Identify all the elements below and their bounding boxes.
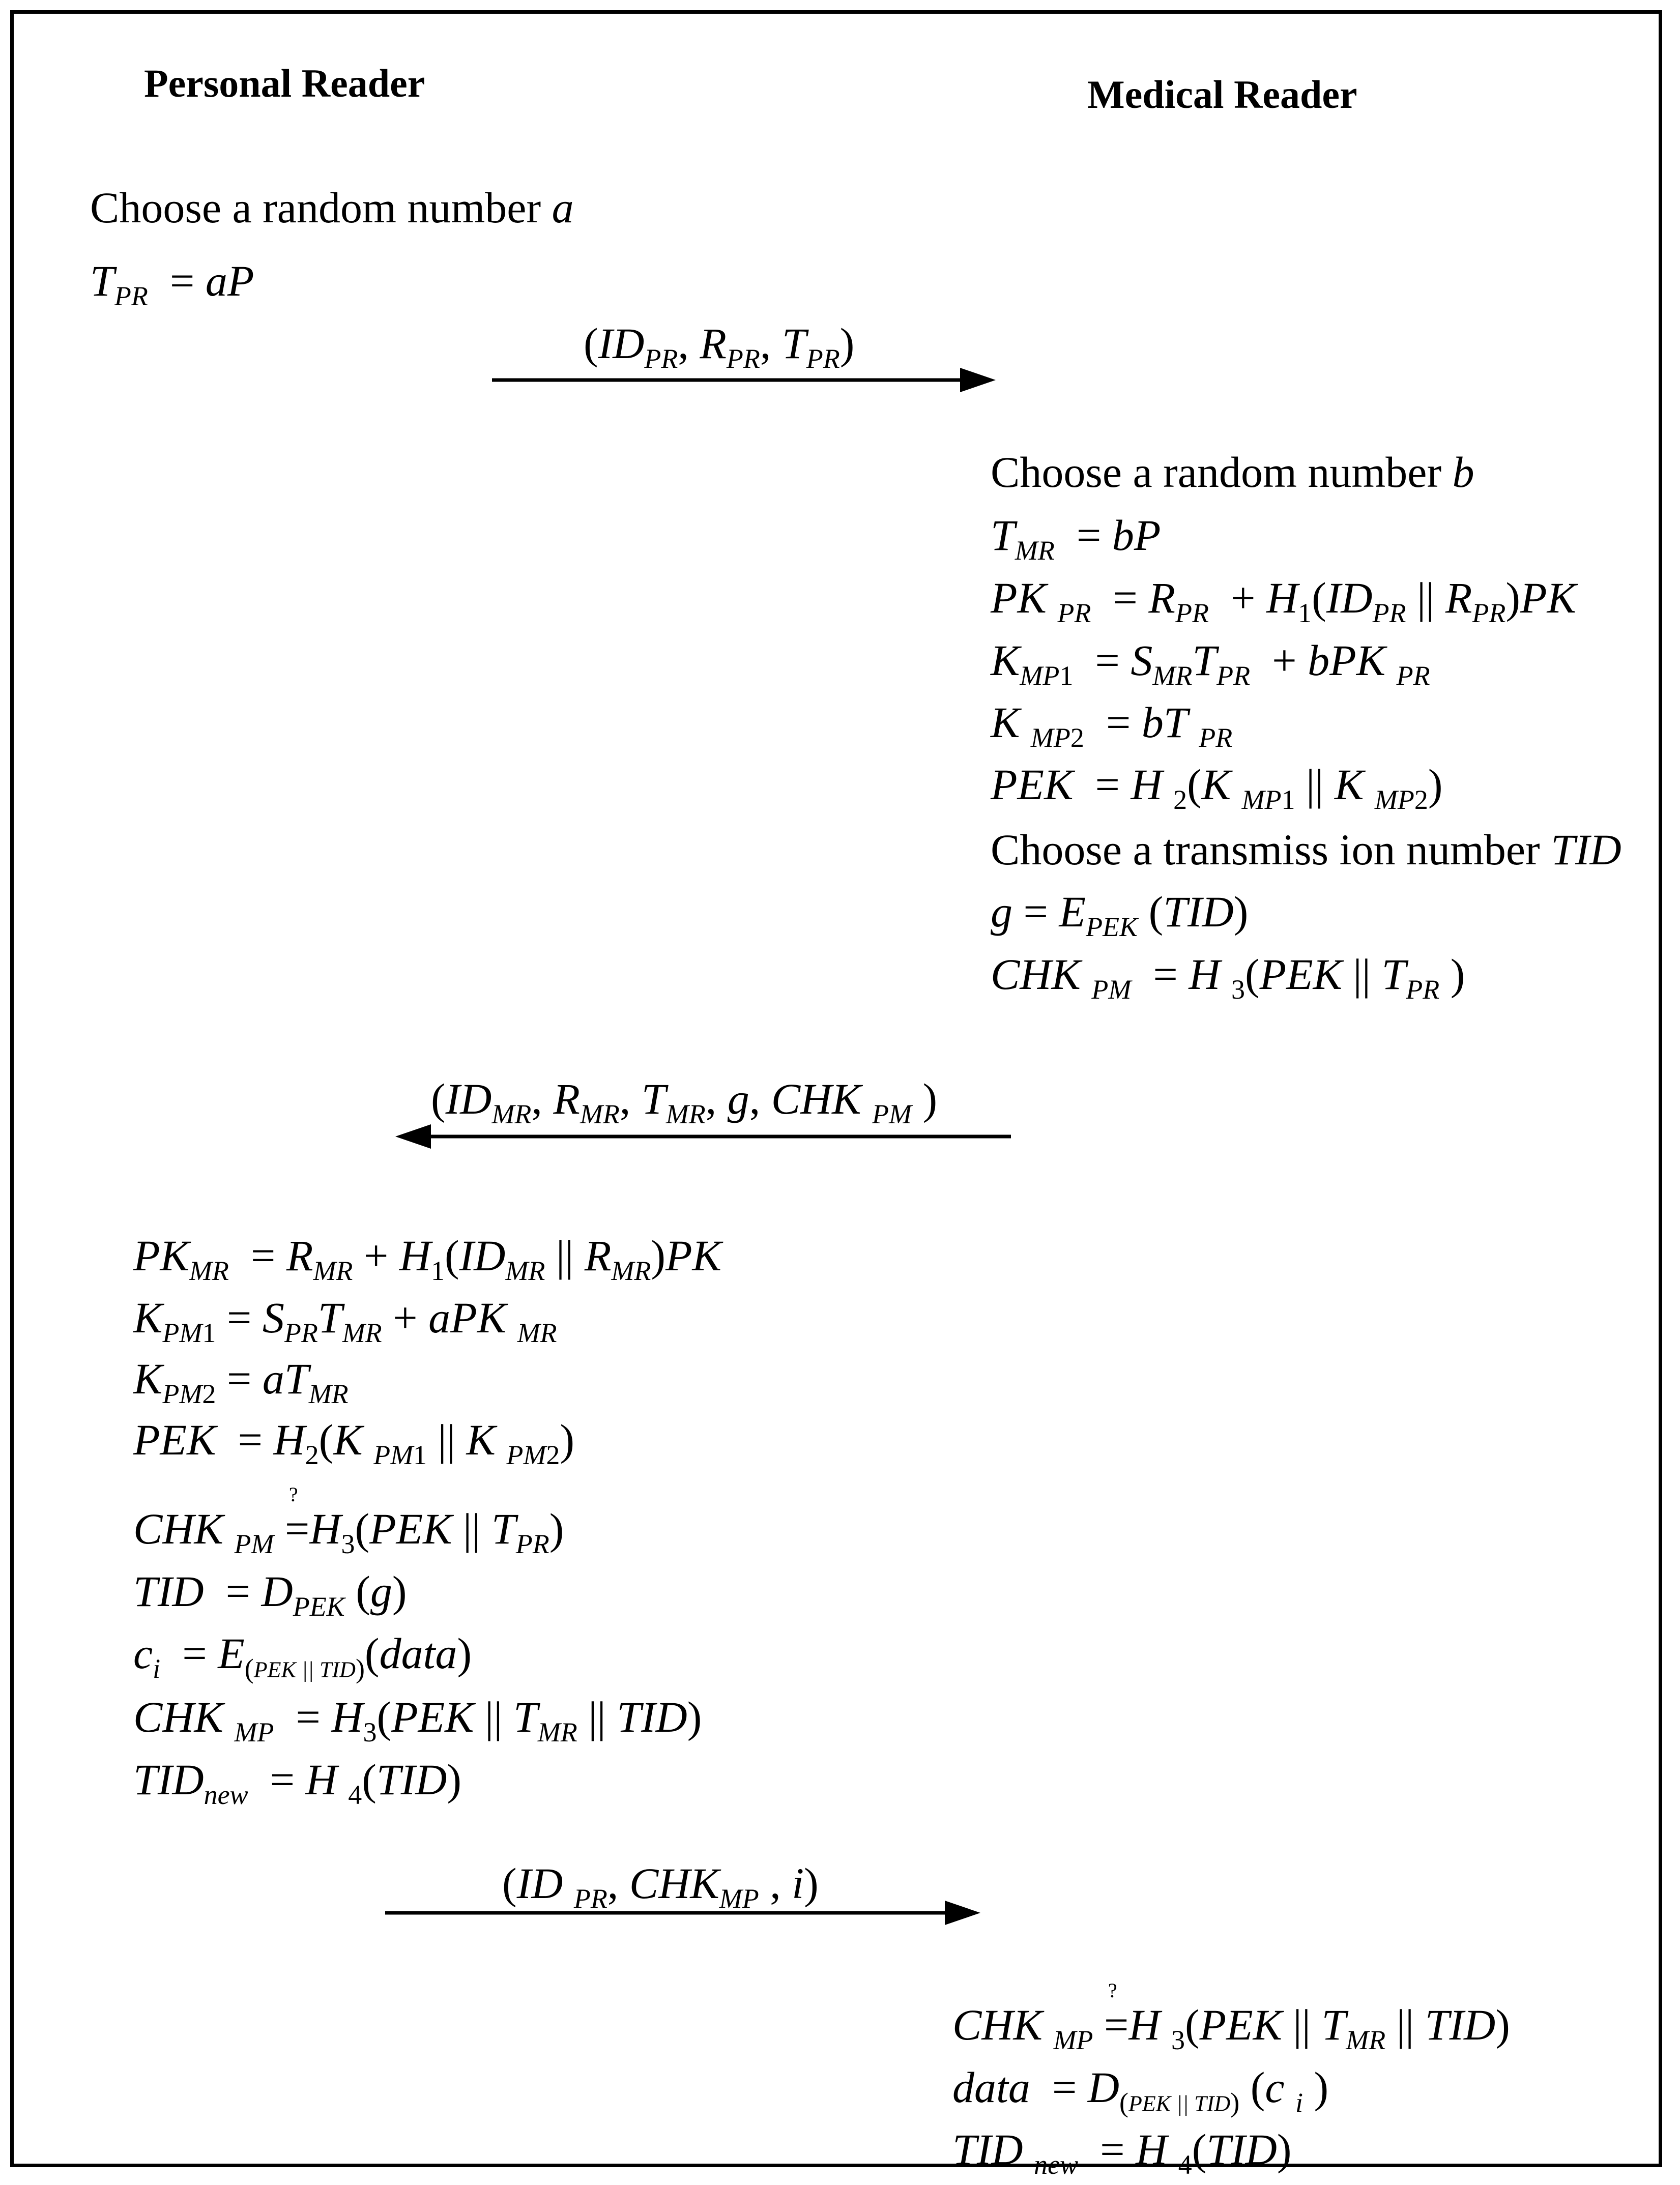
mr-eq-chkmp-verify: CHK $_{MP}$ ? =H $_3$(PEK || $T_{MR}$ || TID) bbox=[952, 2003, 1510, 2047]
pr-eq-chkmp: CHK $_{MP} = H_3(PEK$ || $T_{MR}$ || TID) bbox=[133, 1693, 702, 1747]
mr-eq-kmp2: K $_{MP2}$ = bT $_{PR}$ bbox=[991, 698, 1233, 753]
pr-eq-kpm2: $K_{PM2} = aT_{MR}$ bbox=[133, 1354, 349, 1409]
personal-reader-header: Personal Reader bbox=[144, 61, 425, 105]
mr-eq-tmr: $T_{MR}$ = bP bbox=[991, 511, 1161, 566]
mr-choose-b-var: b bbox=[1452, 448, 1474, 497]
pr-eq-ci: $c_i$ = $E_{(PEK || TID)}(data)$ bbox=[133, 1629, 472, 1684]
verify-equals-mr: ? = bbox=[1104, 2003, 1129, 2047]
msg3-arrow-right bbox=[385, 1892, 986, 1933]
verify-equals: ? = bbox=[285, 1507, 310, 1551]
medical-reader-header: Medical Reader bbox=[1087, 72, 1357, 116]
mr-choose-tid bbox=[991, 825, 1621, 874]
msg3-label: (ID $_{PR}$, $CHK_{MP}$ , i) bbox=[502, 1859, 819, 1914]
mr-eq-pkpr: PK $_{PR} = R_{PR} + H_1(ID_{PR}$ || $R_{PR})PK$ bbox=[991, 573, 1576, 628]
pr-eq-tidnew: $TID_{new} = H$ $_4$(TID) bbox=[133, 1755, 462, 1810]
msg1-label: ($ID_{PR}$, $R_{PR}$, $T_{PR}$) bbox=[584, 319, 855, 374]
mr-choose-b bbox=[991, 448, 1474, 497]
pr-eq-chkpm-verify: CHK $_{PM}$ ? $=H_3(PEK$ || $T_{PR}$) bbox=[133, 1507, 564, 1551]
protocol-diagram-frame bbox=[10, 10, 1662, 2180]
msg2-arrow-left bbox=[395, 1116, 1021, 1157]
pr-eq-pek: PEK = $H_2(K$ $_{PM1}$ || K $_{PM2}$) bbox=[133, 1415, 574, 1470]
pr-eq-tpr: $T_{PR}$ = aP bbox=[90, 256, 254, 311]
mr-eq-tidnew: TID $_{new}$ = H $_4$(TID) bbox=[952, 2125, 1292, 2180]
mr-choose-tid-text: Choose a transmiss ion number bbox=[991, 825, 1540, 874]
pr-choose-a-var: a bbox=[552, 183, 574, 232]
msg2-label: ($ID_{MR}$, $R_{MR}$, $T_{MR}$, g, CHK $_{PM}$ ) bbox=[431, 1074, 938, 1129]
mr-eq-g: $g = E_{PEK}$ (TID) bbox=[991, 887, 1249, 942]
mr-choose-b-text: Choose a random number bbox=[991, 448, 1442, 497]
msg1-arrow-right bbox=[492, 360, 1001, 400]
pr-eq-kpm1: $K_{PM1} = S_{PR}T_{MR}$ + aPK $_{MR}$ bbox=[133, 1293, 557, 1348]
mr-eq-pek: PEK = H $_2$(K $_{MP1}$ || K $_{MP2}$) bbox=[991, 760, 1443, 815]
mr-eq-chkpm: CHK $_{PM}$ = H $_3$(PEK || $T_{PR}$ ) bbox=[991, 950, 1465, 1005]
mr-eq-kmp1: $K_{MP1} = S_{MR}T_{PR}$ + bPK $_{PR}$ bbox=[991, 636, 1430, 691]
mr-choose-tid-var: TID bbox=[1551, 825, 1621, 874]
pr-choose-a bbox=[90, 183, 574, 232]
mr-eq-data: data = $D_{(PEK || TID)}$ (c $_i$ ) bbox=[952, 2063, 1329, 2118]
pr-eq-tid: TID = $D_{PEK}$ (g) bbox=[133, 1567, 407, 1622]
pr-choose-a-text: Choose a random number bbox=[90, 183, 541, 232]
pr-eq-pkmr: $PK_{MR} = R_{MR} + H_1(ID_{MR}$ || $R_{MR})PK$ bbox=[133, 1231, 721, 1286]
